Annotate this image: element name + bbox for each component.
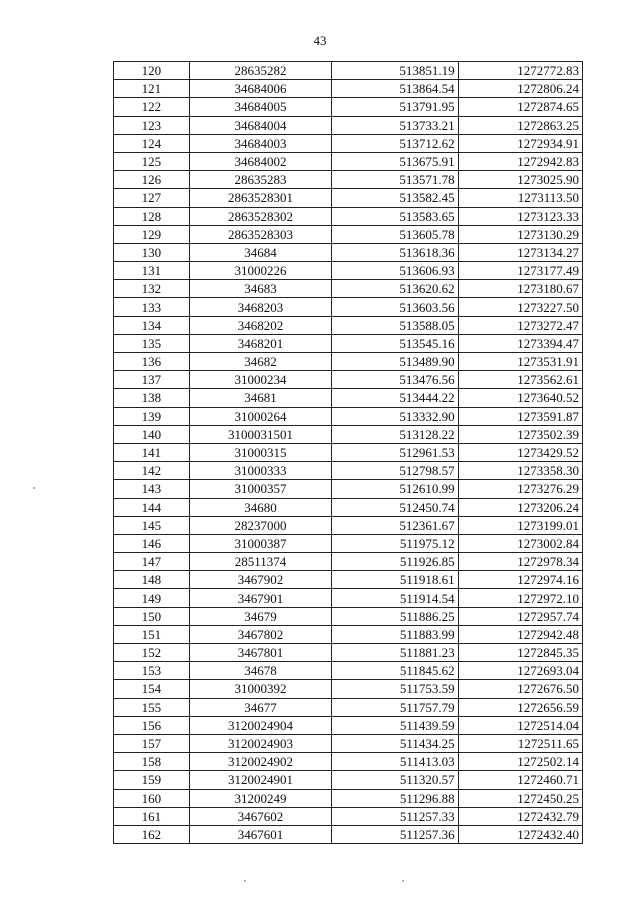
x-coordinate-cell: 511914.54: [332, 589, 458, 607]
x-coordinate-cell: 512361.67: [332, 516, 458, 534]
point-number-cell: 125: [114, 152, 190, 170]
point-id-cell: 34684002: [189, 152, 332, 170]
x-coordinate-cell: 512610.99: [332, 480, 458, 498]
table-row: [114, 771, 583, 789]
point-number-cell: 144: [114, 498, 190, 516]
x-coordinate-cell: 512450.74: [332, 498, 458, 516]
point-id-cell: 31000387: [189, 534, 332, 552]
point-id-cell: 31000234: [189, 371, 332, 389]
x-coordinate-cell: 511296.88: [332, 789, 458, 807]
y-coordinate-cell: 1272656.59: [458, 698, 582, 716]
x-coordinate-cell: 511413.03: [332, 753, 458, 771]
point-id-cell: 31000264: [189, 407, 332, 425]
point-id-cell: 34678: [189, 662, 332, 680]
table-row: [114, 62, 583, 80]
point-id-cell: 3467902: [189, 571, 332, 589]
x-coordinate-cell: 511320.57: [332, 771, 458, 789]
y-coordinate-cell: 1272772.83: [458, 62, 582, 80]
point-id-cell: 31000392: [189, 680, 332, 698]
table-row: [114, 534, 583, 552]
y-coordinate-cell: 1272502.14: [458, 753, 582, 771]
point-id-cell: 28635282: [189, 62, 332, 80]
table-row: [114, 371, 583, 389]
point-number-cell: 132: [114, 280, 190, 298]
table-row: [114, 698, 583, 716]
point-id-cell: 2863528302: [189, 207, 332, 225]
point-id-cell: 34684006: [189, 80, 332, 98]
table-row: [114, 625, 583, 643]
point-number-cell: 152: [114, 644, 190, 662]
table-row: [114, 498, 583, 516]
point-number-cell: 137: [114, 371, 190, 389]
point-id-cell: 3467801: [189, 644, 332, 662]
x-coordinate-cell: 513582.45: [332, 189, 458, 207]
y-coordinate-cell: 1272511.65: [458, 734, 582, 752]
point-number-cell: 123: [114, 116, 190, 134]
table-row: [114, 152, 583, 170]
x-coordinate-cell: 511883.99: [332, 625, 458, 643]
y-coordinate-cell: 1272934.91: [458, 134, 582, 152]
page-number: 43: [313, 33, 327, 48]
y-coordinate-cell: 1273591.87: [458, 407, 582, 425]
table-row: [114, 425, 583, 443]
x-coordinate-cell: 513476.56: [332, 371, 458, 389]
y-coordinate-cell: 1272845.35: [458, 644, 582, 662]
point-number-cell: 150: [114, 607, 190, 625]
point-id-cell: 28511374: [189, 553, 332, 571]
y-coordinate-cell: 1273180.67: [458, 280, 582, 298]
point-number-cell: 131: [114, 262, 190, 280]
point-id-cell: 34683: [189, 280, 332, 298]
x-coordinate-cell: 513675.91: [332, 152, 458, 170]
y-coordinate-cell: 1273130.29: [458, 225, 582, 243]
table-row: [114, 807, 583, 825]
point-number-cell: 135: [114, 334, 190, 352]
x-coordinate-cell: 511918.61: [332, 571, 458, 589]
table-row: [114, 480, 583, 498]
point-id-cell: 3467602: [189, 807, 332, 825]
point-id-cell: 31000315: [189, 443, 332, 461]
table-row: [114, 607, 583, 625]
y-coordinate-cell: 1273227.50: [458, 298, 582, 316]
point-number-cell: 157: [114, 734, 190, 752]
x-coordinate-cell: 513332.90: [332, 407, 458, 425]
x-coordinate-cell: 513571.78: [332, 171, 458, 189]
table-row: [114, 189, 583, 207]
point-id-cell: 3120024903: [189, 734, 332, 752]
point-id-cell: 3468203: [189, 298, 332, 316]
y-coordinate-cell: 1272972.10: [458, 589, 582, 607]
x-coordinate-cell: 511434.25: [332, 734, 458, 752]
table-row: [114, 789, 583, 807]
point-number-cell: 139: [114, 407, 190, 425]
point-id-cell: 34684004: [189, 116, 332, 134]
y-coordinate-cell: 1272432.40: [458, 825, 582, 843]
y-coordinate-cell: 1272942.48: [458, 625, 582, 643]
table-row: [114, 680, 583, 698]
y-coordinate-cell: 1272514.04: [458, 716, 582, 734]
point-number-cell: 161: [114, 807, 190, 825]
y-coordinate-cell: 1272432.79: [458, 807, 582, 825]
x-coordinate-cell: 511845.62: [332, 662, 458, 680]
table-row: [114, 662, 583, 680]
table-row: [114, 734, 583, 752]
table-row: [114, 353, 583, 371]
x-coordinate-cell: 513791.95: [332, 98, 458, 116]
x-coordinate-cell: 513583.65: [332, 207, 458, 225]
point-number-cell: 160: [114, 789, 190, 807]
y-coordinate-cell: 1273134.27: [458, 243, 582, 261]
x-coordinate-cell: 513489.90: [332, 353, 458, 371]
y-coordinate-cell: 1273429.52: [458, 443, 582, 461]
point-id-cell: 3120024902: [189, 753, 332, 771]
x-coordinate-cell: 513605.78: [332, 225, 458, 243]
x-coordinate-cell: 511886.25: [332, 607, 458, 625]
point-id-cell: 2863528301: [189, 189, 332, 207]
y-coordinate-cell: 1273502.39: [458, 425, 582, 443]
table-row: [114, 553, 583, 571]
point-id-cell: 34677: [189, 698, 332, 716]
point-number-cell: 124: [114, 134, 190, 152]
point-number-cell: 162: [114, 825, 190, 843]
coordinates-table-body: [114, 62, 583, 844]
x-coordinate-cell: 513444.22: [332, 389, 458, 407]
point-number-cell: 127: [114, 189, 190, 207]
table-row: [114, 589, 583, 607]
point-id-cell: 34684: [189, 243, 332, 261]
point-number-cell: 128: [114, 207, 190, 225]
point-id-cell: 31200249: [189, 789, 332, 807]
table-row: [114, 171, 583, 189]
table-row: [114, 334, 583, 352]
point-id-cell: 2863528303: [189, 225, 332, 243]
y-coordinate-cell: 1272806.24: [458, 80, 582, 98]
x-coordinate-cell: 513588.05: [332, 316, 458, 334]
point-id-cell: 34684005: [189, 98, 332, 116]
table-row: [114, 407, 583, 425]
x-coordinate-cell: 511439.59: [332, 716, 458, 734]
point-number-cell: 140: [114, 425, 190, 443]
table-row: [114, 116, 583, 134]
point-number-cell: 126: [114, 171, 190, 189]
point-id-cell: 34680: [189, 498, 332, 516]
table-row: [114, 753, 583, 771]
y-coordinate-cell: 1272863.25: [458, 116, 582, 134]
point-id-cell: 31000333: [189, 462, 332, 480]
scan-speck: [402, 880, 404, 882]
point-number-cell: 159: [114, 771, 190, 789]
point-id-cell: 3120024904: [189, 716, 332, 734]
y-coordinate-cell: 1272957.74: [458, 607, 582, 625]
table-row: [114, 516, 583, 534]
x-coordinate-cell: 511257.33: [332, 807, 458, 825]
y-coordinate-cell: 1273206.24: [458, 498, 582, 516]
table-row: [114, 316, 583, 334]
scan-speck: [33, 487, 35, 489]
y-coordinate-cell: 1273272.47: [458, 316, 582, 334]
point-id-cell: 3468202: [189, 316, 332, 334]
x-coordinate-cell: 513620.62: [332, 280, 458, 298]
y-coordinate-cell: 1273177.49: [458, 262, 582, 280]
table-row: [114, 825, 583, 843]
x-coordinate-cell: 511753.59: [332, 680, 458, 698]
point-number-cell: 147: [114, 553, 190, 571]
table-row: [114, 571, 583, 589]
point-id-cell: 31000357: [189, 480, 332, 498]
table-row: [114, 280, 583, 298]
y-coordinate-cell: 1273025.90: [458, 171, 582, 189]
y-coordinate-cell: 1272676.50: [458, 680, 582, 698]
y-coordinate-cell: 1273531.91: [458, 353, 582, 371]
x-coordinate-cell: 512961.53: [332, 443, 458, 461]
y-coordinate-cell: 1273276.29: [458, 480, 582, 498]
y-coordinate-cell: 1272974.16: [458, 571, 582, 589]
point-id-cell: 28237000: [189, 516, 332, 534]
table-row: [114, 207, 583, 225]
y-coordinate-cell: 1273562.61: [458, 371, 582, 389]
x-coordinate-cell: 511926.85: [332, 553, 458, 571]
table-row: [114, 98, 583, 116]
table-row: [114, 80, 583, 98]
x-coordinate-cell: 513618.36: [332, 243, 458, 261]
point-id-cell: 3467901: [189, 589, 332, 607]
table-row: [114, 716, 583, 734]
x-coordinate-cell: 513545.16: [332, 334, 458, 352]
point-number-cell: 138: [114, 389, 190, 407]
point-number-cell: 121: [114, 80, 190, 98]
point-id-cell: 28635283: [189, 171, 332, 189]
point-id-cell: 34679: [189, 607, 332, 625]
point-number-cell: 153: [114, 662, 190, 680]
table-row: [114, 462, 583, 480]
point-number-cell: 151: [114, 625, 190, 643]
x-coordinate-cell: 513128.22: [332, 425, 458, 443]
point-number-cell: 122: [114, 98, 190, 116]
y-coordinate-cell: 1272450.25: [458, 789, 582, 807]
x-coordinate-cell: 511757.79: [332, 698, 458, 716]
point-number-cell: 155: [114, 698, 190, 716]
point-id-cell: 3468201: [189, 334, 332, 352]
point-number-cell: 136: [114, 353, 190, 371]
point-id-cell: 3120024901: [189, 771, 332, 789]
x-coordinate-cell: 513606.93: [332, 262, 458, 280]
y-coordinate-cell: 1273123.33: [458, 207, 582, 225]
table-row: [114, 389, 583, 407]
point-number-cell: 146: [114, 534, 190, 552]
y-coordinate-cell: 1272693.04: [458, 662, 582, 680]
point-id-cell: 3467802: [189, 625, 332, 643]
point-number-cell: 142: [114, 462, 190, 480]
table-row: [114, 134, 583, 152]
table-row: [114, 298, 583, 316]
point-number-cell: 141: [114, 443, 190, 461]
point-number-cell: 154: [114, 680, 190, 698]
x-coordinate-cell: 513712.62: [332, 134, 458, 152]
coordinates-table: [113, 61, 583, 844]
table-row: [114, 225, 583, 243]
x-coordinate-cell: 512798.57: [332, 462, 458, 480]
y-coordinate-cell: 1272874.65: [458, 98, 582, 116]
x-coordinate-cell: 513603.56: [332, 298, 458, 316]
point-number-cell: 156: [114, 716, 190, 734]
point-id-cell: 34681: [189, 389, 332, 407]
x-coordinate-cell: 513851.19: [332, 62, 458, 80]
point-number-cell: 145: [114, 516, 190, 534]
point-id-cell: 3100031501: [189, 425, 332, 443]
y-coordinate-cell: 1273199.01: [458, 516, 582, 534]
point-number-cell: 134: [114, 316, 190, 334]
table-row: [114, 443, 583, 461]
point-id-cell: 31000226: [189, 262, 332, 280]
table-row: [114, 243, 583, 261]
point-id-cell: 34684003: [189, 134, 332, 152]
point-id-cell: 3467601: [189, 825, 332, 843]
point-number-cell: 129: [114, 225, 190, 243]
point-number-cell: 149: [114, 589, 190, 607]
point-number-cell: 148: [114, 571, 190, 589]
y-coordinate-cell: 1273002.84: [458, 534, 582, 552]
point-number-cell: 130: [114, 243, 190, 261]
table-row: [114, 644, 583, 662]
y-coordinate-cell: 1272978.34: [458, 553, 582, 571]
point-number-cell: 120: [114, 62, 190, 80]
y-coordinate-cell: 1273640.52: [458, 389, 582, 407]
x-coordinate-cell: 511257.36: [332, 825, 458, 843]
y-coordinate-cell: 1273358.30: [458, 462, 582, 480]
x-coordinate-cell: 513864.54: [332, 80, 458, 98]
scan-speck: [244, 880, 246, 882]
point-number-cell: 158: [114, 753, 190, 771]
y-coordinate-cell: 1273113.50: [458, 189, 582, 207]
point-id-cell: 34682: [189, 353, 332, 371]
y-coordinate-cell: 1273394.47: [458, 334, 582, 352]
x-coordinate-cell: 511975.12: [332, 534, 458, 552]
y-coordinate-cell: 1272460.71: [458, 771, 582, 789]
x-coordinate-cell: 511881.23: [332, 644, 458, 662]
y-coordinate-cell: 1272942.83: [458, 152, 582, 170]
point-number-cell: 133: [114, 298, 190, 316]
point-number-cell: 143: [114, 480, 190, 498]
table-row: [114, 262, 583, 280]
x-coordinate-cell: 513733.21: [332, 116, 458, 134]
